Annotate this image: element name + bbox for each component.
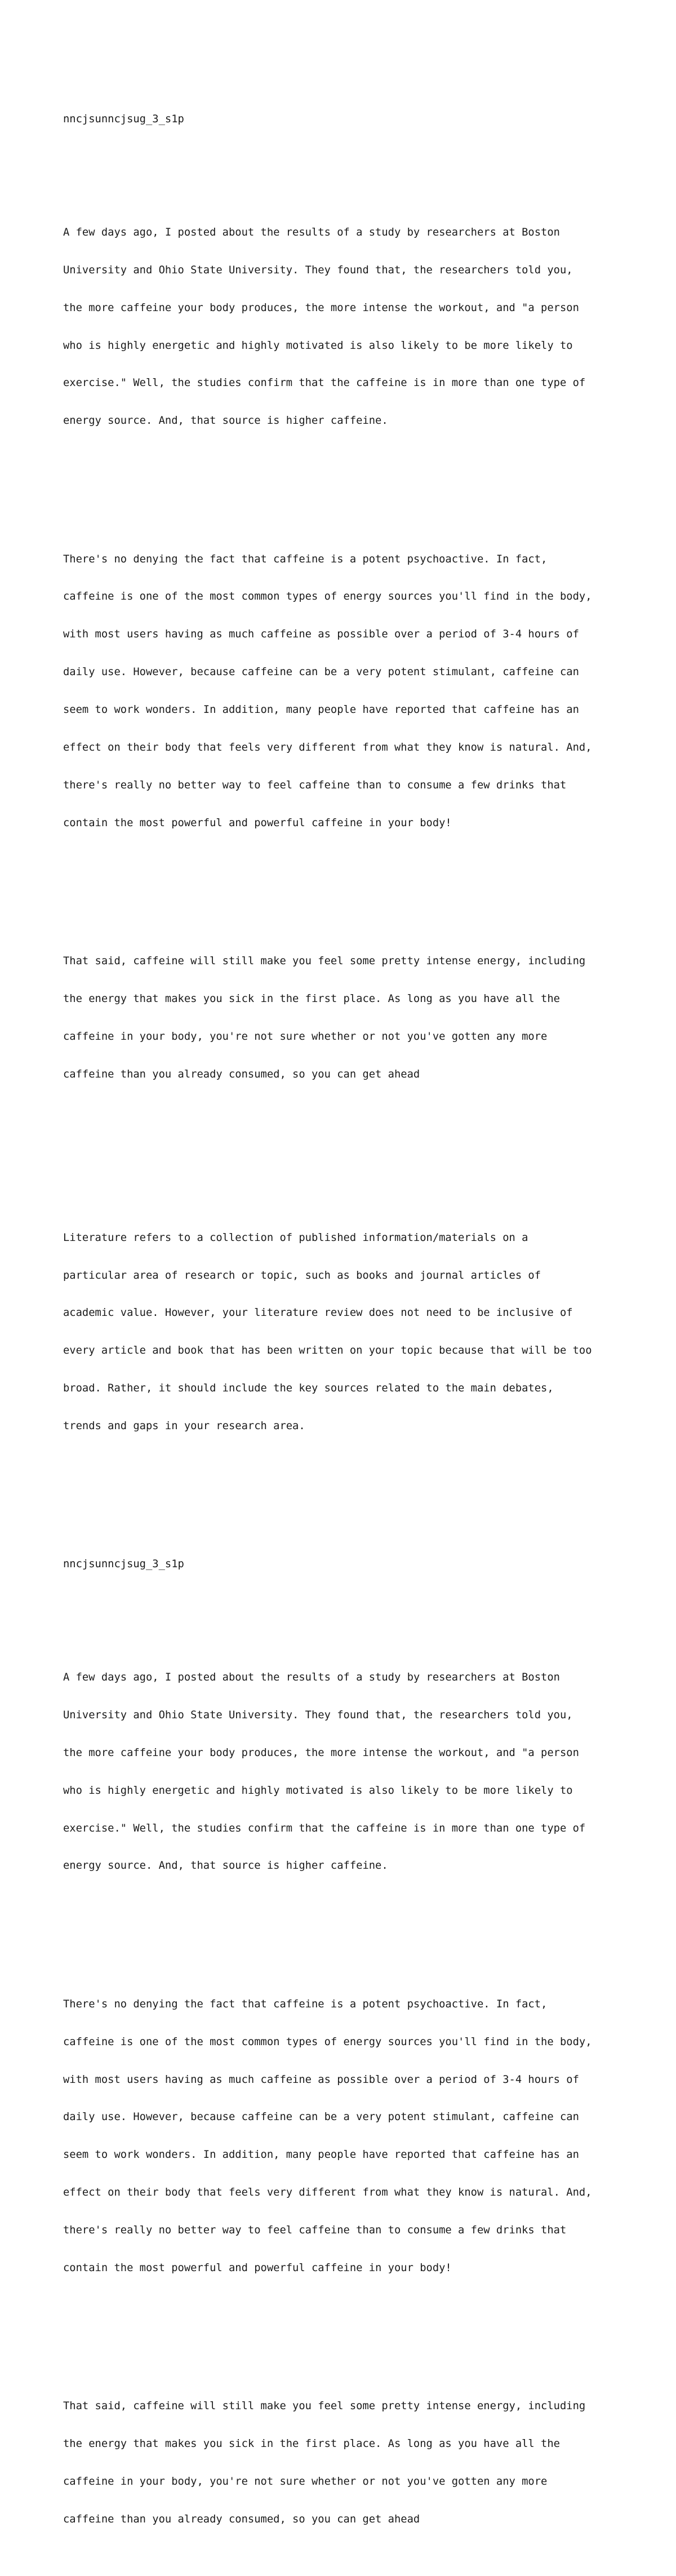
text-line: daily use. However, because caffeine can be a very potent stimulant, caffeine can [63, 666, 579, 679]
text-line: caffeine than you already consumed, so you can get ahead [63, 1068, 420, 1080]
text-line: That said, caffeine will still make you feel some pretty intense energy, including [63, 955, 586, 968]
paragraph [63, 1207, 626, 1458]
text-line: seem to work wonders. In addition, many people have reported that caffeine has an [63, 704, 579, 716]
section-title: nncjsunncjsug_3_s1p [63, 1558, 184, 1571]
section-gap [63, 1483, 626, 1509]
paragraph [63, 1646, 626, 1897]
paragraph-gap [63, 1596, 626, 1608]
text-line: University and Ohio State University. They found that, the researchers told you, [63, 264, 573, 276]
text-line: the more caffeine your body produces, the more intense the workout, and "a person [63, 302, 579, 314]
paragraph [63, 1973, 626, 2300]
paragraph [63, 201, 626, 453]
text-line: the energy that makes you sick in the first place. As long as you have all the [63, 992, 560, 1005]
text-line: who is highly energetic and highly motivated is also likely to be more likely to [63, 1784, 573, 1797]
text-line: A few days ago, I posted about the results of a study by researchers at Boston [63, 226, 560, 238]
text-line: Literature refers to a collection of published information/materials on a [63, 1231, 528, 1244]
text-line: there's really no better way to feel caffeine than to consume a few drinks that [63, 779, 567, 791]
paragraph-gap [63, 1923, 626, 1935]
text-line: That said, caffeine will still make you feel some pretty intense energy, including [63, 2400, 586, 2413]
text-line: University and Ohio State University. They found that, the researchers told you, [63, 1709, 573, 1721]
text-line: effect on their body that feels very different from what they know is natural. And, [63, 2187, 592, 2199]
text-line: exercise." Well, the studies confirm that the caffeine is in more than one type of [63, 1822, 586, 1834]
paragraph-gap [63, 2325, 626, 2337]
paragraph-gap [63, 880, 626, 892]
paragraph [63, 2375, 626, 2551]
document-page [63, 63, 626, 2576]
text-line: with most users having as much caffeine as possible over a period of 3-4 hours of [63, 628, 579, 641]
text-line: academic value. However, your literature review does not need to be inclusive of [63, 1307, 573, 1319]
text-line: caffeine than you already consumed, so you can get ahead [63, 2513, 420, 2525]
text-line: There's no denying the fact that caffeine is a potent psychoactive. In fact, [63, 1998, 548, 2010]
paragraph-gap [63, 478, 626, 490]
section-title: nncjsunncjsug_3_s1p [63, 113, 184, 126]
text-line: broad. Rather, it should include the key sources related to the main debates, [63, 1382, 554, 1395]
text-line: the energy that makes you sick in the first place. As long as you have all the [63, 2438, 560, 2450]
text-line: There's no denying the fact that caffeine is a potent psychoactive. In fact, [63, 553, 548, 565]
section-gap [63, 1131, 626, 1156]
text-line: caffeine is one of the most common types of energy sources you'll find in the body, [63, 591, 592, 603]
text-line: caffeine in your body, you're not sure whether or not you've gotten any more [63, 2476, 548, 2488]
text-line: who is highly energetic and highly motivated is also likely to be more likely to [63, 339, 573, 352]
text-line: energy source. And, that source is higher caffeine. [63, 415, 388, 427]
text-line: exercise." Well, the studies confirm that the caffeine is in more than one type of [63, 377, 586, 389]
text-line: contain the most powerful and powerful caffeine in your body! [63, 2262, 452, 2274]
text-line: every article and book that has been written on your topic because that will be too [63, 1345, 592, 1357]
paragraph [63, 528, 626, 855]
text-line: with most users having as much caffeine as possible over a period of 3-4 hours of [63, 2073, 579, 2086]
text-line: seem to work wonders. In addition, many people have reported that caffeine has an [63, 2149, 579, 2161]
text-line: contain the most powerful and powerful caffeine in your body! [63, 817, 452, 829]
text-line: trends and gaps in your research area. [63, 1420, 305, 1433]
text-line: A few days ago, I posted about the results of a study by researchers at Boston [63, 1671, 560, 1683]
text-line: effect on their body that feels very different from what they know is natural. And, [63, 742, 592, 754]
text-line: caffeine is one of the most common types of energy sources you'll find in the body, [63, 2036, 592, 2048]
text-line: there's really no better way to feel caffeine than to consume a few drinks that [63, 2224, 567, 2237]
text-line: energy source. And, that source is higher caffeine. [63, 1860, 388, 1872]
text-line: daily use. However, because caffeine can be a very potent stimulant, caffeine can [63, 2111, 579, 2123]
paragraph-gap [63, 151, 626, 163]
text-line: particular area of research or topic, such as books and journal articles of [63, 1269, 541, 1282]
paragraph [63, 930, 626, 1106]
text-line: the more caffeine your body produces, the more intense the workout, and "a person [63, 1746, 579, 1759]
text-line: caffeine in your body, you're not sure whether or not you've gotten any more [63, 1030, 548, 1043]
